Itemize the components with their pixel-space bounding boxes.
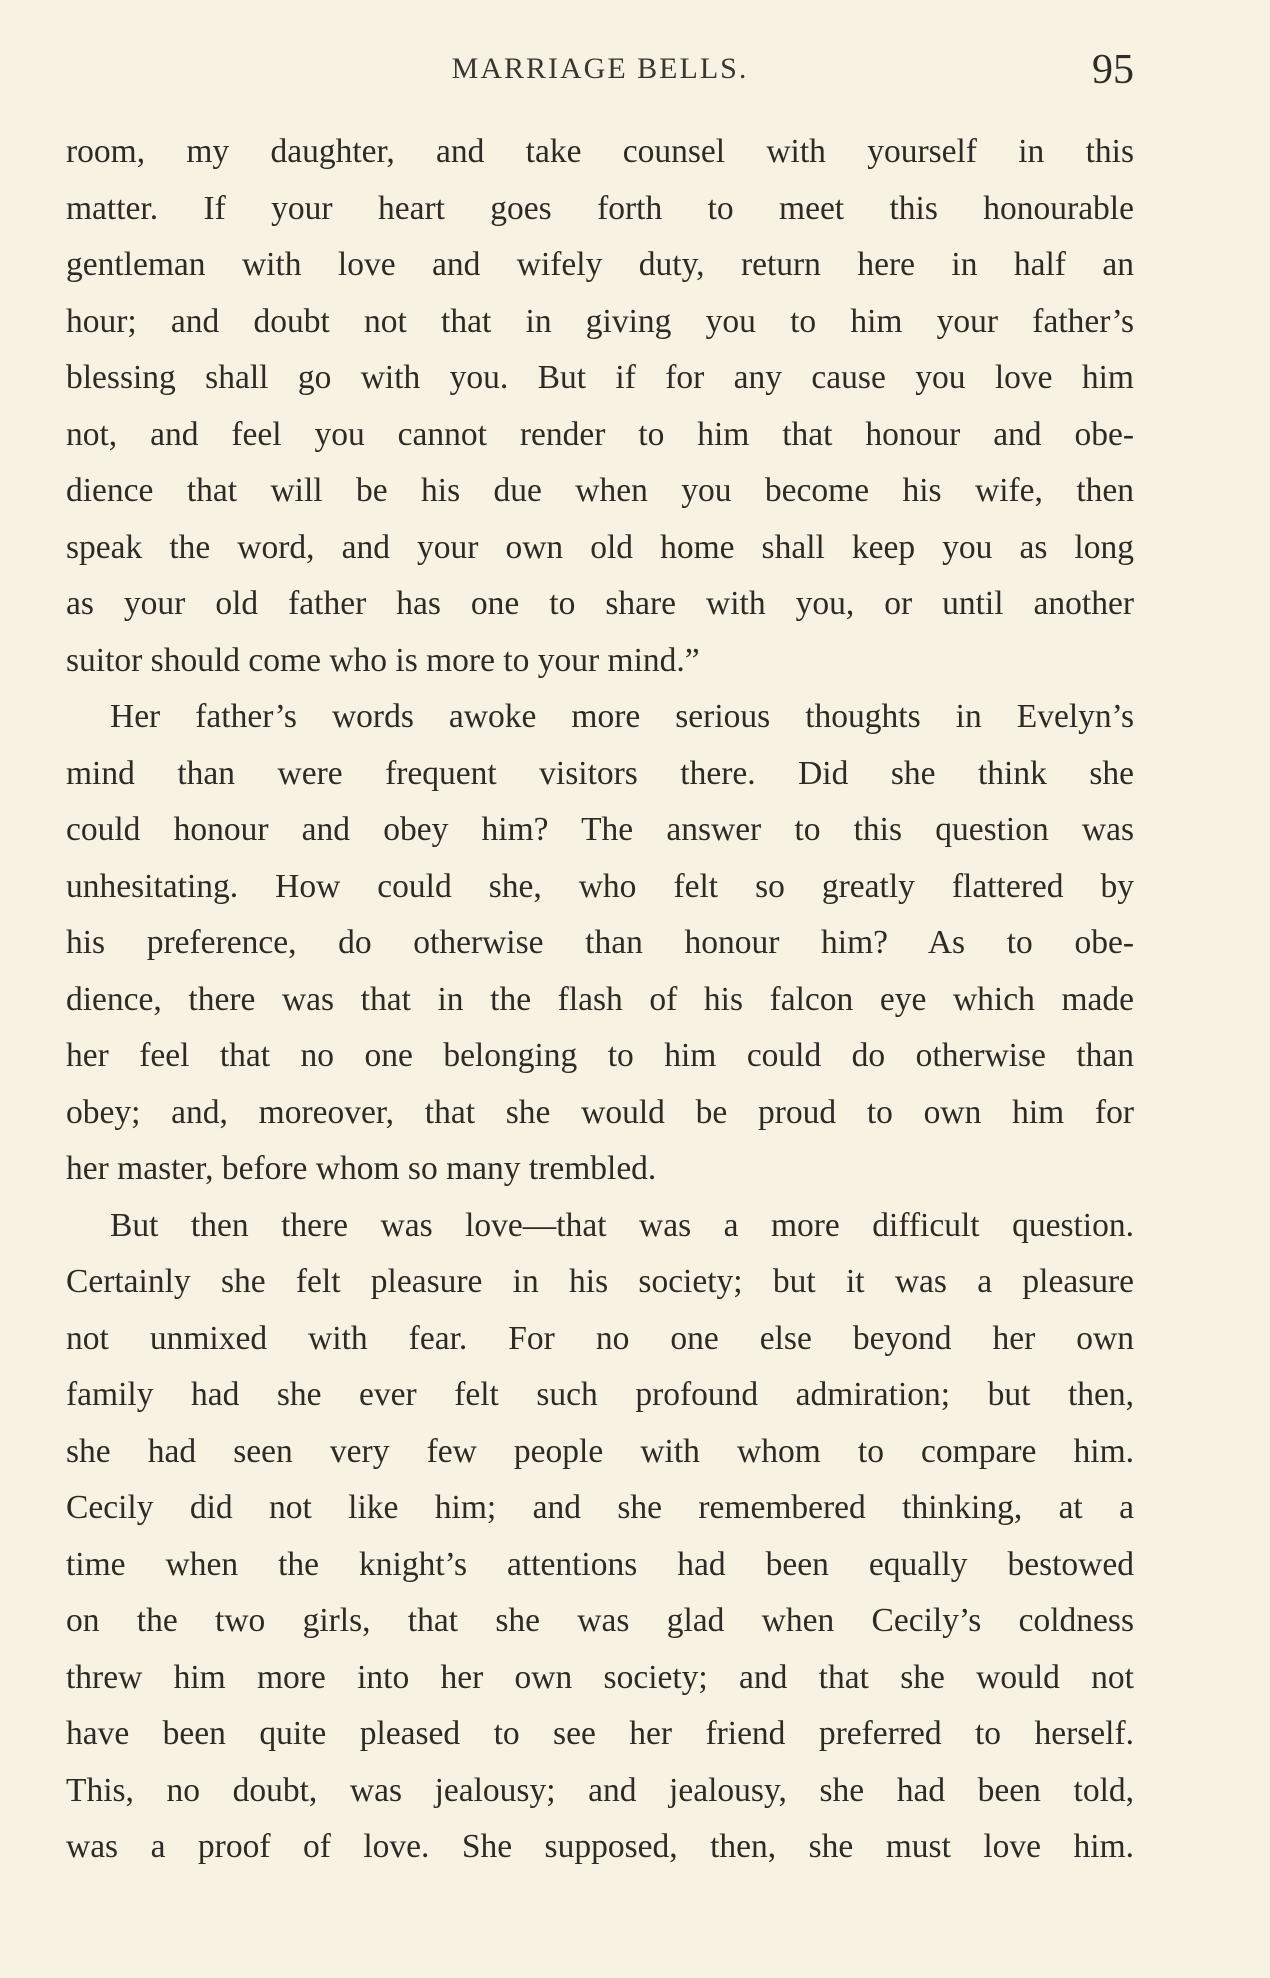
text-line: have been quite pleased to see her friend preferred to herself. <box>66 1715 1134 1752</box>
text-line: dience that will be his due when you become his wife, then <box>66 472 1134 509</box>
text-line: This, no doubt, was jealousy; and jealousy, she had been told, <box>66 1771 1134 1809</box>
text-line: dience, there was that in the flash of his falcon eye which made <box>66 980 1134 1018</box>
running-head <box>66 46 1134 96</box>
text-line: not unmixed with fear. For no one else beyond her own <box>66 1319 1134 1357</box>
text-line: Cecily did not like him; and she remembered thinking, at a <box>66 1489 1134 1526</box>
text-line: she had seen very few people with whom to compare him. <box>66 1432 1134 1470</box>
text-line: could honour and obey him? The answer to this question was <box>66 811 1134 848</box>
text-line: Her father’s words awoke more serious thoughts in Evelyn’s <box>110 698 1134 735</box>
text-line: speak the word, and your own old home shall keep you as long <box>66 528 1134 566</box>
text-line: threw him more into her own society; and that she would not <box>66 1658 1134 1696</box>
text-line: time when the knight’s attentions had been equally bestowed <box>66 1545 1134 1583</box>
text-line: gentleman with love and wifely duty, return here in half an <box>66 246 1134 283</box>
text-line: mind than were frequent visitors there. Did she think she <box>66 754 1134 792</box>
text-line: family had she ever felt such profound admiration; but then, <box>66 1376 1134 1413</box>
text-line: her feel that no one belonging to him could do otherwise than <box>66 1037 1134 1074</box>
text-line: Certainly she felt pleasure in his society; but it was a pleasure <box>66 1263 1134 1300</box>
page-number: 95 <box>1092 47 1134 93</box>
text-line: unhesitating. How could she, who felt so greatly flattered by <box>66 867 1134 905</box>
text-line: hour; and doubt not that in giving you to him your father’s <box>66 302 1134 340</box>
text-line: room, my daughter, and take counsel with yourself in this <box>66 133 1134 170</box>
text-line: not, and feel you cannot render to him that honour and obe- <box>66 415 1134 453</box>
text-line: his preference, do otherwise than honour him? As to obe- <box>66 924 1134 961</box>
text-line: suitor should come who is more to your mind.” <box>66 641 700 679</box>
text-line: But then there was love—that was a more difficult question. <box>110 1206 1134 1244</box>
text-line: was a proof of love. She supposed, then, she must love him. <box>66 1828 1134 1865</box>
text-line: her master, before whom so many trembled. <box>66 1150 657 1187</box>
text-line: on the two girls, that she was glad when Cecily’s coldness <box>66 1602 1134 1639</box>
text-line: obey; and, moreover, that she would be proud to own him for <box>66 1093 1134 1131</box>
running-title: MARRIAGE BELLS. <box>451 52 749 85</box>
text-line: matter. If your heart goes forth to meet this honourable <box>66 189 1134 227</box>
text-line: blessing shall go with you. But if for any cause you love him <box>66 359 1134 396</box>
text-line: as your old father has one to share with you, or until another <box>66 585 1134 622</box>
body-text <box>66 124 1134 1876</box>
